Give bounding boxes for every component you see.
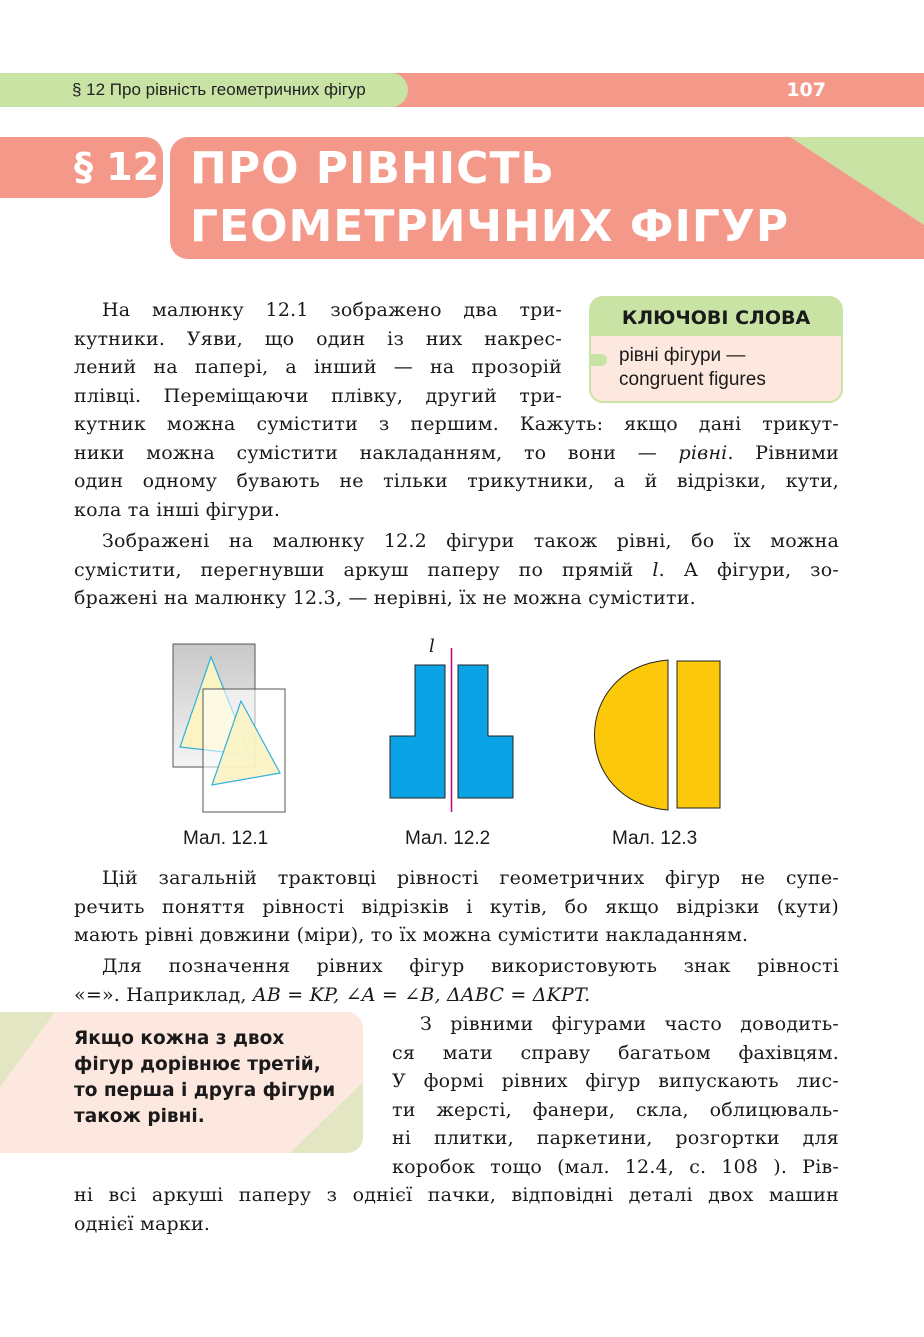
rule-box — [0, 1012, 363, 1153]
keyword-translation: congruent figures — [619, 369, 766, 390]
text-line: речить поняття рівності відрізків і кутів, бо якщо відрізки (кути) — [74, 895, 839, 918]
rule-line: то перша і друга фігури — [74, 1080, 336, 1101]
text-segment: . А фігури, зо- — [658, 558, 840, 581]
text-line: коробок тощо (мал. 12.4, с. 108 ). Рів- — [392, 1155, 839, 1178]
text-line: мають рівні довжини (міри), то їх можна сумістити накладанням. — [74, 924, 749, 946]
text-segment: ники можна сумістити накладанням, то вони — — [74, 441, 679, 464]
rule-line: фігур дорівнює третій, — [74, 1054, 321, 1075]
line-l-label: l — [652, 558, 659, 581]
text-line: Цій загальній трактовці рівності геометричних фігур не супе- — [102, 867, 839, 889]
paragraph-2-end — [74, 584, 839, 613]
rectangle-shape — [677, 661, 720, 808]
figures-area — [0, 630, 924, 830]
rule-line: також рівні. — [74, 1106, 205, 1127]
paragraph-1-wide — [74, 410, 839, 496]
text-line: ні всі аркуші паперу з однієї пачки, відповідні деталі двох машин — [74, 1184, 839, 1206]
semi-oval-shape — [595, 660, 669, 810]
section-number-badge — [0, 137, 163, 198]
text-line: однієї марки. — [74, 1212, 211, 1235]
paragraph-1-narrow-cont — [74, 325, 562, 411]
text-line: ся мати справу багатьом фахівцям. — [392, 1041, 839, 1064]
paragraph-5-end — [74, 1210, 839, 1239]
left-shape — [390, 665, 445, 798]
paragraph-2 — [74, 527, 839, 556]
keywords-box — [589, 296, 843, 403]
text-line: кола та інші фігури. — [74, 498, 281, 521]
text-line: Зображені на малюнку 12.2 фігури також рівні, бо їх можна — [102, 530, 839, 552]
text-line — [74, 556, 839, 585]
paragraph-5-wide — [74, 1181, 839, 1210]
text-line: ти жерсті, фанери, скла, облицюваль- — [392, 1098, 839, 1121]
figure-12-2 — [390, 636, 513, 812]
figure-12-1 — [173, 644, 285, 812]
text-line: лений на папері, а інший — на прозорій — [74, 356, 562, 378]
paragraph-5-narrow-cont — [392, 1039, 839, 1182]
line-l-label: l — [429, 636, 435, 657]
title-line-2: ГЕОМЕТРИЧНИХ ФІГУР — [190, 201, 790, 252]
text-segment: . Рівними — [727, 441, 839, 464]
running-title: § 12 Про рівність геометричних фігур — [72, 80, 366, 99]
text-line — [74, 981, 839, 1010]
paragraph-3-end — [74, 921, 839, 950]
text-line: У формі рівних фігур випускають лис- — [392, 1070, 839, 1092]
text-line: На малюнку 12.1 зображено два три- — [102, 299, 562, 321]
section-title — [170, 137, 924, 259]
keywords-heading: КЛЮЧОВІ СЛОВА — [591, 298, 841, 336]
term-equal: рівні — [678, 441, 728, 464]
rule-line: Якщо кожна з двох — [74, 1028, 285, 1049]
text-line: плівці. Переміщаючи плівку, другий три- — [74, 384, 562, 407]
text-segment: «=». Наприклад, — [74, 983, 247, 1006]
paragraph-3-cont — [74, 893, 839, 922]
keyword-bullet — [591, 354, 607, 366]
running-header — [0, 73, 924, 107]
paragraph-2-cont — [74, 556, 839, 585]
caption-12-2: Мал. 12.2 — [405, 828, 491, 849]
text-line: кутники. Уяви, що один із них накрес- — [74, 327, 562, 350]
text-segment: сумістити, перегнувши аркуш паперу по прямій — [74, 558, 653, 581]
equality-formula: AB = KP, ∠A = ∠B, ΔABC = ΔKPT. — [252, 983, 591, 1006]
text-line: ні плитки, паркетини, розгортки для — [392, 1127, 839, 1149]
title-line-1: ПРО РІВНІСТЬ — [190, 143, 555, 194]
keyword-entry — [619, 344, 766, 392]
text-line: З рівними фігурами часто доводить- — [420, 1013, 839, 1035]
paragraph-1-narrow — [74, 296, 562, 325]
right-shape — [458, 665, 513, 798]
paragraph-4-cont — [74, 981, 839, 1010]
paragraph-1-end — [74, 496, 839, 525]
rule-text — [74, 1026, 359, 1130]
text-line: кутник можна сумістити з першим. Кажуть: якщо дані трикут- — [74, 413, 839, 435]
figure-12-3 — [595, 660, 721, 810]
paragraph-5-narrow — [392, 1010, 839, 1039]
page-number: 107 — [786, 79, 826, 101]
text-line — [74, 439, 839, 468]
caption-12-3: Мал. 12.3 — [612, 828, 698, 849]
paragraph-4 — [74, 952, 839, 981]
paragraph-3 — [74, 864, 839, 893]
caption-12-1: Мал. 12.1 — [183, 828, 269, 849]
text-line: бражені на малюнку 12.3, — нерівні, їх не можна сумістити. — [74, 587, 696, 609]
keyword-term: рівні фігури — — [619, 345, 746, 366]
text-line: один одному бувають не тільки трикутники, а й відрізки, кути, — [74, 470, 839, 492]
text-line: Для позначення рівних фігур використовують знак рівності — [102, 955, 839, 977]
section-number: § 12 — [74, 145, 160, 189]
